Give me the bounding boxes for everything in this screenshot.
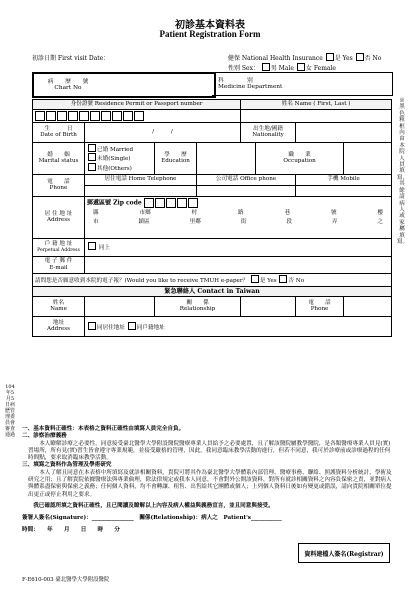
phone-label: 電 話 Phone <box>33 174 85 196</box>
mobile-input[interactable] <box>296 185 392 196</box>
epaper-no-checkbox[interactable] <box>279 275 287 283</box>
note-3-title: 三、填寫之資料作為管理及學術研究 <box>22 462 112 469</box>
single-label: 未婚(Single) <box>97 156 131 163</box>
datetime-line: 時間： 年 月 日 時 分 <box>22 526 120 533</box>
occupation-input[interactable] <box>344 142 392 174</box>
education-label: 學 歷 Education <box>155 142 197 174</box>
epaper-row: 請問您是否願意收到本院的電子報？(Would you like to receive TMUH e-paper？ 是 Yes 否 No <box>33 273 392 286</box>
sex-row <box>228 63 336 72</box>
email-input[interactable] <box>85 256 392 273</box>
home-phone-label: 居住電話 Home Telephone <box>85 174 197 185</box>
id-input[interactable] <box>33 109 241 122</box>
address-units-row1: 縣 市鄉 村 路 巷 號 樓 <box>93 209 384 216</box>
note-3-body: 本人了解且同意在本表格中所填寫及就診相關資料，貴院可將其作為臺北醫學大學體系內部管理、醫療事務、聯絡、照護資料分析統計、學術及研究之用；且了解貴院依據醫療法與專業倫理，除法律規定或我本人同意，不會對外公開該資料，對所有就診相關資料之內容負保密之責，並對病人與體系盡保密與保密之義務；任何個人資料，均不會轉讓、租售、出售給其它團體或個人；上列個人資料日後如有變更或錯誤，請向貴院相關單位提出更正或停止利用之要求。 <box>28 469 392 498</box>
ec-same-addr-checkbox[interactable] <box>88 322 96 330</box>
ec-relationship-label: 關 係 Relationship <box>155 296 241 316</box>
form-title-en: Patient Registration Form <box>159 29 261 39</box>
dept-label: 科 別 Medicine Department <box>218 78 283 90</box>
married-checkbox[interactable] <box>88 144 96 152</box>
ec-same-perp-checkbox[interactable] <box>128 322 136 330</box>
ec-phone-label: 電 話 Phone <box>296 296 344 316</box>
ec-name-label: 姓名 Name <box>33 296 85 316</box>
signature-line: 簽署人簽名(Signature)：_______________ 關係(Relationship)：病人之 Patient's___________ <box>22 515 282 522</box>
perpetual-address-input[interactable] <box>85 238 392 256</box>
note-2-title: 二、診察治療義務 <box>22 433 67 440</box>
single-checkbox[interactable] <box>88 153 96 161</box>
chart-no-label: 病 歷 號 Chart No <box>47 79 89 91</box>
note-2-body: 本人瞭解診療之必要性，同意接受臺北醫學大學附設醫院醫療專業人員給予之必要處置，且了解該醫院屬教學醫院，是各類醫療專業人員見(實)習場所，所有見(實)習生皆會遵守專業規範，並接受嚴格的管理，因此，我同意臨床教學活動的進行，但若不同意，我可於診療前或診療過程的任何時間點，要求取消臨床教學活動。 <box>28 440 391 462</box>
sex-male-label: 男 Male <box>270 65 294 72</box>
insurance-yes-label: 是 Yes <box>334 55 353 62</box>
home-phone-input[interactable] <box>85 185 197 196</box>
name-input[interactable] <box>241 109 392 122</box>
dept-box[interactable] <box>212 72 393 96</box>
nationality-input[interactable] <box>296 122 392 142</box>
form-number: F-E610-003 臺北醫學大學附設醫院 <box>22 577 110 583</box>
office-phone-input[interactable] <box>197 185 296 196</box>
sex-female-label: 女 Female <box>305 65 336 72</box>
insurance-no-label: 否 No <box>364 55 382 62</box>
form-title-zh: 初診基本資料表 <box>175 20 245 31</box>
approval-date-vertical: 104年5月5日病歷管理委員會審查通過 <box>5 384 16 438</box>
email-label: 電 子 郵 件 E-mail <box>33 256 85 273</box>
perpetual-address-label: 戶 籍 地 址 Perpetual Address <box>33 238 85 256</box>
perp-same-label: 同上 <box>98 245 110 252</box>
marital-options <box>85 142 155 174</box>
address-units-row2: 市 鎮區 里鄰 街 段 弄 之 <box>93 218 383 225</box>
epaper-yes-checkbox[interactable] <box>251 275 259 283</box>
married-label: 已婚 Married <box>97 146 134 153</box>
dob-label: 生 日 Date of Birth <box>33 122 85 142</box>
occupation-label: 職 業 Occupation <box>256 142 344 174</box>
others-label: 其他(Others) <box>97 166 132 173</box>
ec-address-label: 地址 Address <box>33 316 85 336</box>
first-visit-label: 初診日期 First visit Date： <box>32 55 110 62</box>
emergency-header: 緊急聯絡人 Contact in Taiwan <box>33 286 392 296</box>
ec-address-input[interactable]: 同居住地址 同戶籍地址 <box>85 316 392 336</box>
nationality-label: 出生地/國籍 Nationality <box>241 122 296 142</box>
name-label: 姓名 Name ( First, Last ) <box>241 100 392 110</box>
dob-input[interactable]: / / <box>85 122 241 142</box>
mobile-label: 手機 Mobile <box>296 174 392 185</box>
note-4-body: 我已確認所填之資料正確性，且已閱讀及瞭解以上內容及病人權益與義務宣言，並且同意與接受。 <box>33 502 274 509</box>
side-note: ※黑色粗框內由本院人員填寫，其餘請病人或家屬填寫。 <box>397 98 409 245</box>
insurance-label: 健保 National Health Insurance <box>228 55 323 62</box>
ec-phone-input[interactable] <box>344 296 392 316</box>
education-input[interactable] <box>197 142 256 174</box>
zip-label: 郵遞區號 Zip code <box>87 199 142 207</box>
address-input[interactable] <box>85 196 392 238</box>
note-1: 一、基本資料正確性：本表格之資料正確性由填寫人員完全自負。 <box>22 426 185 432</box>
address-label: 居 住 地 址 Address <box>33 196 85 238</box>
epaper-question: 請問您是否願意收到本院的電子報？(Would you like to receive TMUH e-paper？ <box>35 277 249 284</box>
sex-label: 性別 Sex： <box>228 65 259 72</box>
marital-label: 婚 姻 Marital status <box>33 142 85 174</box>
sex-male-checkbox[interactable] <box>262 63 270 71</box>
perp-same-checkbox[interactable] <box>88 242 96 250</box>
registration-table <box>32 99 392 337</box>
insurance-no-checkbox[interactable] <box>356 53 364 61</box>
others-checkbox[interactable] <box>88 163 96 171</box>
ec-relationship-input[interactable] <box>241 296 296 316</box>
notes-section <box>22 426 394 534</box>
sex-female-checkbox[interactable] <box>297 63 305 71</box>
id-label: 身份證號 Residence Permit or Passport number <box>33 100 241 110</box>
ec-name-input[interactable] <box>85 296 155 316</box>
office-phone-label: 公司電話 Office phone <box>197 174 296 185</box>
insurance-row <box>228 53 381 62</box>
insurance-yes-checkbox[interactable] <box>326 53 334 61</box>
registrar-box[interactable]: 資料建檔人簽名(Registrar) <box>298 543 390 563</box>
chart-no-box[interactable] <box>32 72 216 98</box>
